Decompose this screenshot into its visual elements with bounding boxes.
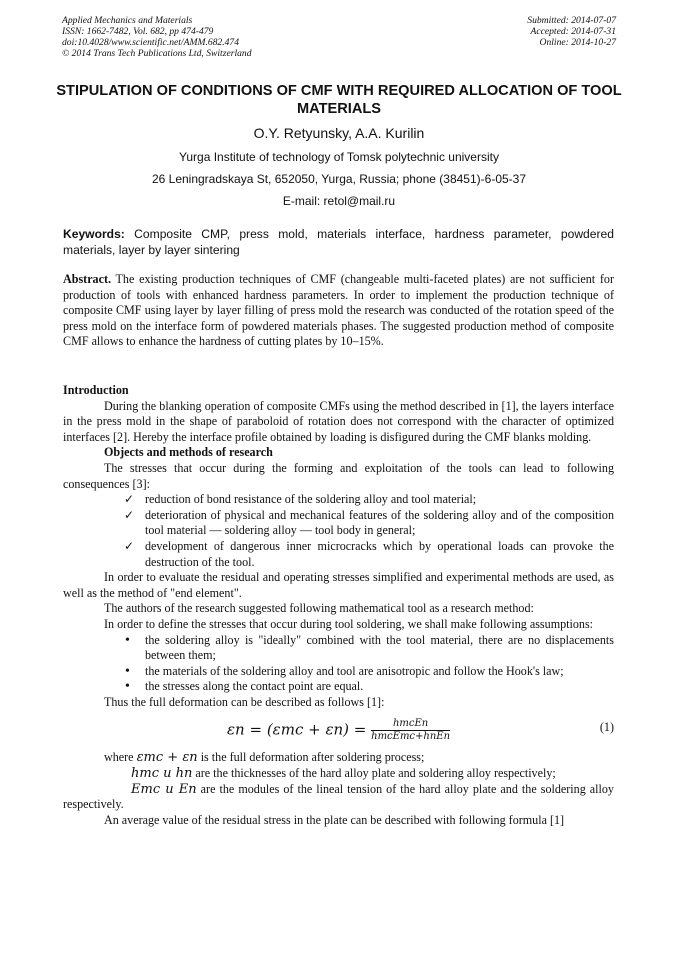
submission-dates — [527, 15, 616, 48]
where-line-2: hтс и hп are the thicknesses of the hard alloy plate and soldering alloy respectively; — [131, 766, 556, 782]
checkmark-icon: ✓ — [124, 507, 135, 522]
equation-number: (1) — [599, 720, 614, 735]
list-item: ✓ deterioration of physical and mechanical features of the soldering alloy and of the composition tool material — soldering alloy — tool body in general; — [124, 507, 614, 538]
keywords-text: Composite CMP, press mold, materials interface, hardness parameter, powdered materials, layer by layer sintering — [63, 227, 614, 257]
journal-name: Applied Mechanics and Materials — [62, 15, 193, 26]
list-item: • the materials of the soldering alloy and tool are anisotropic and follow the Hook's law; — [125, 663, 564, 679]
equation-lhs: εп = (εтс + εп) = — [227, 720, 367, 739]
list-item: • the soldering alloy is "ideally" combined with the tool material, there are no displacements between them; — [125, 632, 614, 663]
journal-doi: doi:10.4028/www.scientific.net/AMM.682.474 — [62, 37, 240, 48]
methods-paragraph-4: In order to define the stresses that occur during tool soldering, we shall make following assumptions: — [104, 616, 594, 631]
online-date: Online: 2014-10-27 — [539, 37, 616, 48]
methods-paragraph-1: The stresses that occur during the forming and exploitation of the tools can lead to following consequences [3]: — [63, 460, 614, 491]
paper-authors: O.Y. Retyunsky, A.A. Kurilin — [253, 125, 425, 141]
bullet-icon: • — [125, 679, 130, 695]
bullet-icon: • — [125, 663, 130, 679]
affiliation: Yurga Institute of technology of Tomsk polytechnic university — [179, 150, 499, 164]
abstract-label: Abstract. — [63, 272, 112, 286]
bullet-icon: • — [125, 632, 130, 648]
closing-paragraph: An average value of the residual stress in the plate can be described with following formula [1] — [104, 812, 565, 827]
equation-denominator: hтсEтс+hпEп — [371, 731, 451, 743]
address: 26 Leningradskaya St, 652050, Yurga, Russia; phone (38451)-6-05-37 — [151, 172, 527, 186]
equation-numerator: hтсEп — [371, 718, 450, 731]
equation-expression — [227, 718, 450, 743]
assumptions-list — [63, 633, 614, 695]
intro-heading: Introduction — [63, 383, 129, 397]
keywords-label: Keywords: — [63, 227, 125, 241]
equation-1 — [63, 712, 614, 748]
accepted-date: Accepted: 2014-07-31 — [530, 26, 616, 37]
methods-paragraph-5: Thus the full deformation can be described as follows [1]: — [104, 694, 385, 709]
journal-issn: ISSN: 1662-7482, Vol. 682, pp 474-479 — [62, 26, 214, 37]
journal-copyright: © 2014 Trans Tech Publications Ltd, Switzerland — [62, 48, 252, 59]
abstract-text: The existing production techniques of CMF (changeable multi-faceted plates) are not sufficient for production of tools with enhanced hardness parameters. In order to implement the production technique of composite CMF using layer by layer filling of press mold the research was conducted of the rotation speed of the press mold on the interface form of powdered materials phases. The suggested production method of composite CMF allows to enhance the hardness of cutting plates by 10–15%. — [63, 272, 614, 349]
where-line-3: Eтс и Eп are the modules of the lineal tension of the hard alloy plate and the soldering alloy respectively. — [63, 781, 614, 812]
intro-paragraph: During the blanking operation of composite CMFs using the method described in [1], the layers interface in the press mold in the shape of paraboloid of rotation does not correspond with the character of optimized interfaces [2]. Hereby the interface profile obtained by loading is disfigured during the CMF blanks molding. — [63, 398, 614, 444]
paper-title: STIPULATION OF CONDITIONS OF CMF WITH REQUIRED ALLOCATION OF TOOL MATERIALS — [56, 83, 622, 117]
list-item: • the stresses along the contact point are equal. — [125, 679, 364, 695]
keywords — [63, 227, 614, 258]
submitted-date: Submitted: 2014-07-07 — [527, 15, 616, 26]
checkmark-icon: ✓ — [124, 538, 135, 553]
equation-fraction — [371, 718, 450, 743]
list-item: ✓ reduction of bond resistance of the soldering alloy and tool material; — [124, 492, 477, 507]
methods-paragraph-2: In order to evaluate the residual and operating stresses simplified and experimental methods are used, as well as the method of "end element". — [63, 570, 614, 600]
abstract — [63, 272, 614, 350]
journal-info — [62, 15, 252, 59]
list-item: ✓ development of dangerous inner microcracks which by operational loads can provoke the destruction of the tool. — [124, 538, 614, 569]
main-text — [63, 383, 614, 828]
methods-paragraph-3: The authors of the research suggested following mathematical tool as a research method: — [104, 601, 534, 616]
checkmark-icon: ✓ — [124, 492, 135, 507]
consequences-list — [63, 492, 614, 570]
methods-heading: Objects and methods of research — [104, 445, 273, 460]
where-line-1: where εтс + εп is the full deformation after soldering process; — [104, 750, 425, 766]
email: E-mail: retol@mail.ru — [282, 194, 396, 208]
